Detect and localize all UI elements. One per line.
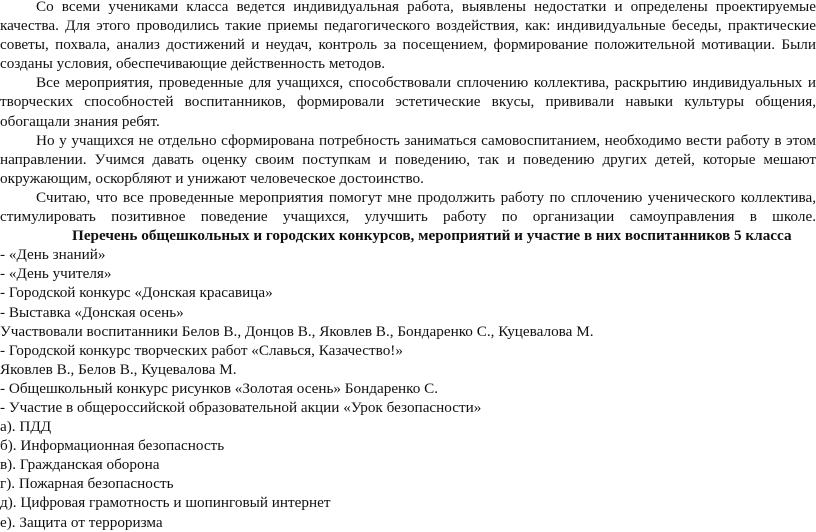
list-item: - Выставка «Донская осень» <box>0 303 184 321</box>
paragraph-individual-work: Со всеми учениками класса ведется индивидуальная работа, выявлены недостатки и определены проектируемые качества. Для этого проводились такие приемы педагогического воздействия, как: индивидуальные беседы, практические советы, похвала, анализ достижений и неудач, контроль за посещением, формирование положительной мотивации. Были созданы условия, обеспечивающие действенность методов. <box>0 0 816 73</box>
list-item: - Городской конкурс творческих работ «Славься, Казачество!» <box>0 341 403 359</box>
list-item: - Городской конкурс «Донская красавица» <box>0 284 273 302</box>
list-item: - «День учителя» <box>0 265 112 283</box>
sub-item: д). Цифровая грамотность и шопинговый интернет <box>0 494 331 512</box>
paragraph-conclusion: Считаю, что все проведенные мероприятия помогут мне продолжить работу по сплочению ученического коллектива, стимулировать позитивное поведение учащихся, улучшить работу по организации самоуправления в школе. <box>0 188 816 226</box>
list-item: - Общешкольный конкурс рисунков «Золотая осень» Бондаренко С. <box>0 379 439 397</box>
paragraph-self-education: Но у учащихся не отдельно сформирована потребность заниматься самовоспитанием, необходимо вести работу в этом направлении. Учимся давать оценку своим поступкам и поведению, так и поведению других детей, которые мешают окружающим, оскорбляют и унижают человеческое достоинство. <box>0 131 816 187</box>
sub-item: б). Информационная безопасность <box>0 437 225 455</box>
sub-item: а). ПДД <box>0 418 52 436</box>
participants-line: Участвовали воспитанники Белов В., Донцов В., Яковлев В., Бондаренко С., Куцевалова М. <box>0 322 594 340</box>
list-item: - «День знаний» <box>0 246 106 264</box>
sub-item: в). Гражданская оборона <box>0 456 160 474</box>
sub-item: г). Пожарная безопасность <box>0 475 174 493</box>
participants-line: Яковлев В., Белов В., Куцевалова М. <box>0 360 237 378</box>
sub-item: е). Защита от терроризма <box>0 513 163 531</box>
contests-list-heading: Перечень общешкольных и городских конкурсов, мероприятий и участие в них воспитанников 5 класса <box>72 227 792 245</box>
paragraph-activities: Все мероприятия, проведенные для учащихся, способствовали сплочению коллектива, раскрытию индивидуальных и творческих способностей воспитанников, формировали эстетические вкусы, прививали навыки культуры общения, обогащали знания ребят. <box>0 74 816 130</box>
list-item: - Участие в общероссийской образовательной акции «Урок безопасности» <box>0 398 482 416</box>
